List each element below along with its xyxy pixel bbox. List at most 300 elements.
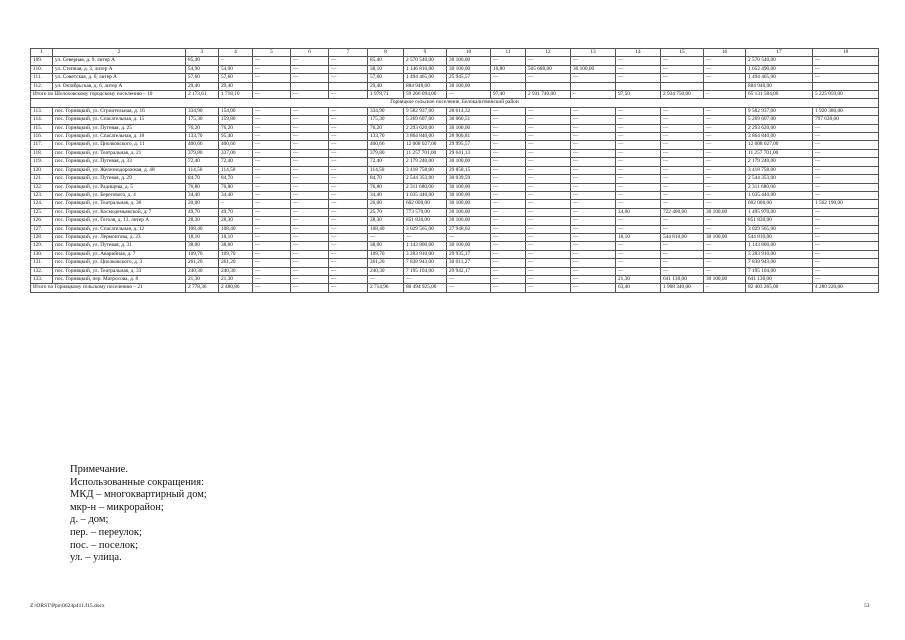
value-cell: 30 100,00 — [447, 57, 491, 65]
value-cell: 1 718,10 — [219, 91, 253, 99]
value-cell: 30 100,00 — [447, 158, 491, 166]
value-cell: 884 940,00 — [404, 82, 447, 90]
value-cell — [491, 82, 526, 90]
value-cell: — — [491, 183, 526, 191]
value-cell: 76,80 — [186, 183, 219, 191]
value-cell: — — [704, 183, 746, 191]
value-cell: — — [661, 259, 704, 267]
value-cell: 2 179 240,00 — [746, 158, 813, 166]
value-cell: — — [704, 74, 746, 82]
value-cell: 82 403 265,00 — [746, 284, 813, 292]
value-cell: — — [571, 217, 616, 225]
value-cell: 108,40 — [186, 225, 219, 233]
value-cell: — — [368, 233, 404, 241]
subtotal-label: Итого по Шолоховскому городскому поселению – 10 — [31, 91, 186, 99]
table-row — [31, 149, 879, 157]
table-row — [31, 166, 879, 174]
value-cell: — — [616, 250, 661, 258]
value-cell: 29,40 — [186, 82, 219, 90]
value-cell: — — [253, 242, 291, 250]
value-cell: — — [526, 275, 571, 283]
value-cell: — — [329, 233, 368, 241]
value-cell: — — [704, 65, 746, 73]
value-cell: — — [329, 57, 368, 65]
value-cell: 16,80 — [491, 65, 526, 73]
value-cell: — — [526, 57, 571, 65]
address-cell: пос. Горняцкий, ул. Путевая, д. 33 — [53, 158, 186, 166]
value-cell: — — [291, 267, 329, 275]
value-cell: — — [491, 116, 526, 124]
value-cell: — — [329, 166, 368, 174]
value-cell: — — [329, 116, 368, 124]
column-number-header: 18 — [813, 49, 879, 57]
value-cell: — — [616, 225, 661, 233]
value-cell: — — [661, 57, 704, 65]
note-line: Использованные сокращения: — [70, 476, 205, 488]
value-cell: — — [704, 191, 746, 199]
value-cell: — — [704, 116, 746, 124]
value-cell: — — [491, 191, 526, 199]
value-cell: 133,70 — [368, 133, 404, 141]
value-cell: — — [253, 250, 291, 258]
value-cell: — — [813, 217, 879, 225]
value-cell: 18,10 — [186, 233, 219, 241]
row-number: 117. — [31, 141, 53, 149]
value-cell: — — [704, 141, 746, 149]
value-cell: — — [291, 158, 329, 166]
value-cell: – — [704, 91, 746, 99]
value-cell: — — [661, 200, 704, 208]
address-cell: пос. Горняцкий, пер. Матросова, д. 8 — [53, 275, 186, 283]
value-cell: — — [661, 65, 704, 73]
value-cell: — — [616, 149, 661, 157]
abbreviations-note — [70, 464, 207, 565]
value-cell: — — [661, 141, 704, 149]
value-cell: 1 143 800,00 — [404, 242, 447, 250]
value-cell: 400,66 — [219, 141, 253, 149]
value-cell: – — [219, 57, 253, 65]
value-cell: — — [704, 250, 746, 258]
value-cell: 76,20 — [368, 124, 404, 132]
value-cell: 2 544 353,00 — [746, 175, 813, 183]
row-number: 125. — [31, 208, 53, 216]
address-cell: пос. Горняцкий, ул. Гоголя, д. 13, литер А — [53, 217, 186, 225]
value-cell: 379,80 — [368, 149, 404, 157]
value-cell: — — [491, 149, 526, 157]
value-cell: 76,80 — [368, 183, 404, 191]
value-cell: 3 864 840,00 — [746, 133, 813, 141]
table-row — [31, 65, 879, 73]
value-cell: — — [491, 175, 526, 183]
row-number: 118. — [31, 149, 53, 157]
value-cell: — — [329, 133, 368, 141]
table-row — [31, 259, 879, 267]
value-cell: – — [571, 91, 616, 99]
value-cell: 84,70 — [186, 175, 219, 183]
value-cell: — — [616, 183, 661, 191]
value-cell: — — [291, 191, 329, 199]
value-cell: — — [253, 267, 291, 275]
value-cell: 76,20 — [186, 124, 219, 132]
value-cell: 30 100,00 — [447, 200, 491, 208]
value-cell: — — [813, 233, 879, 241]
value-cell: 38,10 — [368, 65, 404, 73]
value-cell: — — [526, 124, 571, 132]
value-cell: — — [571, 225, 616, 233]
value-cell: — — [253, 225, 291, 233]
value-cell: — — [329, 284, 368, 292]
value-cell: 7 838 943,00 — [746, 259, 813, 267]
note-line: пер. – переулок; — [70, 526, 142, 538]
value-cell: 261,20 — [219, 259, 253, 267]
value-cell: 602 000,00 — [404, 200, 447, 208]
table-row — [31, 208, 879, 216]
value-cell: — — [571, 116, 616, 124]
value-cell: 2 480,86 — [219, 284, 253, 292]
value-cell: 30 100,00 — [704, 208, 746, 216]
address-cell: пос. Горняцкий, ул. Берегового, д. 4 — [53, 191, 186, 199]
column-number-header: 9 — [404, 49, 447, 57]
value-cell: — — [616, 267, 661, 275]
value-cell: — — [571, 275, 616, 283]
value-cell: 1 908 340,00 — [661, 284, 704, 292]
value-cell: 261,20 — [186, 259, 219, 267]
value-cell: — — [571, 74, 616, 82]
value-cell: — — [571, 133, 616, 141]
value-cell: 25 945,57 — [447, 74, 491, 82]
value-cell: 3 283 910,00 — [746, 250, 813, 258]
value-cell: 29 641,13 — [447, 149, 491, 157]
value-cell: 11 257 701,00 — [746, 149, 813, 157]
value-cell: 29 942,17 — [447, 267, 491, 275]
address-cell: пос. Горняцкий, ул. Циолковского, д. 11 — [53, 141, 186, 149]
value-cell: — — [526, 200, 571, 208]
value-cell: 1 143 800,00 — [746, 242, 813, 250]
value-cell: – — [704, 284, 746, 292]
value-cell: — — [526, 141, 571, 149]
value-cell: 109,70 — [219, 250, 253, 258]
value-cell: 57,60 — [219, 74, 253, 82]
value-cell: 3 029 565,00 — [404, 225, 447, 233]
value-cell: 54,90 — [186, 65, 219, 73]
value-cell: — — [661, 267, 704, 275]
table-row — [31, 133, 879, 141]
value-cell: 884 940,00 — [746, 82, 813, 90]
value-cell: — — [616, 242, 661, 250]
column-number-header: 7 — [329, 49, 368, 57]
value-cell: — — [571, 141, 616, 149]
value-cell: 29,40 — [219, 82, 253, 90]
value-cell: — — [526, 284, 571, 292]
value-cell: 34,40 — [219, 191, 253, 199]
value-cell: 1 978,71 — [368, 91, 404, 99]
column-number-header: 4 — [219, 49, 253, 57]
value-cell: 722 400,00 — [661, 208, 704, 216]
value-cell: 30 100,00 — [447, 217, 491, 225]
column-number-header: 13 — [571, 49, 616, 57]
address-cell: пос. Горняцкий, ул. Лермонтова, д. 23 — [53, 233, 186, 241]
value-cell: 9 582 937,00 — [746, 107, 813, 115]
value-cell: 30 100,00 — [447, 242, 491, 250]
value-cell: — — [661, 225, 704, 233]
value-cell: — — [329, 217, 368, 225]
section-header-row — [31, 99, 879, 107]
table-row — [31, 200, 879, 208]
value-cell: 108,40 — [219, 225, 253, 233]
value-cell: — — [253, 200, 291, 208]
value-cell: 97,50 — [616, 91, 661, 99]
value-cell: 240,30 — [368, 267, 404, 275]
value-cell: — — [253, 233, 291, 241]
value-cell: 851 830,00 — [404, 217, 447, 225]
value-cell: — — [291, 124, 329, 132]
value-cell: — — [813, 242, 879, 250]
row-number: 124. — [31, 200, 53, 208]
housing-data-table — [30, 48, 879, 293]
value-cell: 65 131 584,00 — [746, 91, 813, 99]
value-cell: — — [491, 267, 526, 275]
table-row — [31, 267, 879, 275]
value-cell: 30 060,51 — [447, 116, 491, 124]
row-number: 120. — [31, 166, 53, 174]
value-cell: 1 562 190,00 — [813, 200, 879, 208]
value-cell: 49,70 — [186, 208, 219, 216]
value-cell: — — [491, 133, 526, 141]
value-cell: 7 195 104,00 — [746, 267, 813, 275]
value-cell: — — [813, 149, 879, 157]
value-cell: — — [526, 259, 571, 267]
address-cell: пос. Горняцкий, ул. Спасательная, д. 18 — [53, 133, 186, 141]
table-row — [31, 116, 879, 124]
value-cell: 7 195 104,00 — [404, 267, 447, 275]
value-cell: 9 582 937,00 — [404, 107, 447, 115]
value-cell: — — [253, 65, 291, 73]
value-cell: — — [616, 65, 661, 73]
value-cell: — — [491, 124, 526, 132]
table-row — [31, 124, 879, 132]
value-cell: — — [571, 200, 616, 208]
value-cell: — — [526, 217, 571, 225]
row-number: 129. — [31, 242, 53, 250]
subtotal-row — [31, 284, 879, 292]
value-cell: — — [253, 133, 291, 141]
table-row — [31, 191, 879, 199]
value-cell: 63,40 — [616, 284, 661, 292]
value-cell: 544 810,00 — [661, 233, 704, 241]
value-cell: 76,80 — [219, 183, 253, 191]
value-cell: — — [616, 74, 661, 82]
address-cell: пос. Горняцкий, ул. Путевая, д. 25 — [53, 124, 186, 132]
value-cell: 334,90 — [186, 107, 219, 115]
value-cell: — — [616, 166, 661, 174]
column-number-header: 10 — [447, 49, 491, 57]
value-cell: — — [291, 91, 329, 99]
value-cell: 29,40 — [368, 82, 404, 90]
value-cell: — — [571, 107, 616, 115]
value-cell: 12 008 027,00 — [746, 141, 813, 149]
address-cell: ул. Октябрьская, д. 6, литер А — [53, 82, 186, 90]
row-number: 113. — [31, 107, 53, 115]
value-cell: 38,00 — [186, 242, 219, 250]
value-cell: 5 225 059,00 — [813, 91, 879, 99]
value-cell: — — [571, 149, 616, 157]
value-cell: — — [291, 259, 329, 267]
value-cell: 334,90 — [368, 107, 404, 115]
value-cell: 1 035 440,00 — [746, 191, 813, 199]
value-cell: 84,70 — [368, 175, 404, 183]
address-cell: пос. Горняцкий, ул. Аварийная, д. 7 — [53, 250, 186, 258]
note-heading: Примечание. — [70, 464, 128, 475]
value-cell: — — [661, 217, 704, 225]
value-cell: — — [813, 191, 879, 199]
subtotal-label: Итого по Горняцкому сельскому поселению – 21 — [31, 284, 186, 292]
table-row — [31, 74, 879, 82]
note-line: мкр-н – микрорайон; — [70, 501, 164, 513]
table-row — [31, 141, 879, 149]
value-cell: — — [526, 233, 571, 241]
value-cell: — — [329, 250, 368, 258]
note-line: МКД – многоквартирный дом; — [70, 489, 207, 501]
value-cell: — — [571, 183, 616, 191]
value-cell: — — [253, 191, 291, 199]
value-cell: — — [616, 259, 661, 267]
value-cell: — — [616, 200, 661, 208]
value-cell: — — [616, 175, 661, 183]
value-cell: — — [491, 225, 526, 233]
value-cell: — — [329, 124, 368, 132]
value-cell: 85,40 — [368, 57, 404, 65]
value-cell: — — [291, 57, 329, 65]
value-cell: 773 570,00 — [404, 208, 447, 216]
value-cell: — — [291, 107, 329, 115]
value-cell: 1 035 440,00 — [404, 191, 447, 199]
value-cell: 20,00 — [368, 200, 404, 208]
value-cell: 72,40 — [186, 158, 219, 166]
value-cell: — — [253, 158, 291, 166]
value-cell: 3 283 910,00 — [404, 250, 447, 258]
value-cell: — — [253, 183, 291, 191]
value-cell: 1 495 970,00 — [746, 208, 813, 216]
value-cell: — — [571, 267, 616, 275]
value-cell: 30 100,00 — [447, 82, 491, 90]
value-cell: 175,30 — [186, 116, 219, 124]
value-cell: 18,10 — [616, 233, 661, 241]
value-cell — [571, 82, 616, 90]
value-cell: 30 039,59 — [447, 175, 491, 183]
value-cell: — — [253, 208, 291, 216]
address-cell: пос. Горняцкий, ул. Спасательная, д. 15 — [53, 116, 186, 124]
table-row — [31, 217, 879, 225]
value-cell: 240,30 — [219, 267, 253, 275]
column-number-header: 14 — [616, 49, 661, 57]
value-cell: 641 130,00 — [661, 275, 704, 283]
value-cell — [813, 82, 879, 90]
value-cell: — — [661, 166, 704, 174]
value-cell: — — [571, 259, 616, 267]
address-cell: пос. Горняцкий, ул. Радищева, д. 5 — [53, 183, 186, 191]
value-cell: — — [616, 107, 661, 115]
value-cell: 30 100,00 — [447, 65, 491, 73]
value-cell: 28 614,32 — [447, 107, 491, 115]
value-cell: — — [329, 208, 368, 216]
value-cell: 30 100,00 — [704, 275, 746, 283]
value-cell: — — [253, 74, 291, 82]
address-cell: пос. Горняцкий, ул. Железнодорожная, д. 48 — [53, 166, 186, 174]
value-cell: 85,40 — [186, 57, 219, 65]
value-cell: — — [253, 166, 291, 174]
value-cell: — — [291, 225, 329, 233]
value-cell: — — [704, 259, 746, 267]
value-cell: 505 680,00 — [526, 65, 571, 73]
value-cell: 2 714,96 — [368, 284, 404, 292]
value-cell: 2 931 740,00 — [526, 91, 571, 99]
value-cell: — — [329, 175, 368, 183]
value-cell: 400,66 — [368, 141, 404, 149]
value-cell: — — [491, 233, 526, 241]
address-cell: пос. Горняцкий, ул. Космодемьянской, д. 7 — [53, 208, 186, 216]
value-cell: — — [704, 158, 746, 166]
address-cell: пос. Горняцкий, ул. Строительная, д. 16 — [53, 107, 186, 115]
value-cell: 154,00 — [219, 107, 253, 115]
value-cell: — — [661, 183, 704, 191]
value-cell: 2 570 540,00 — [746, 57, 813, 65]
value-cell: — — [329, 107, 368, 115]
value-cell — [616, 82, 661, 90]
value-cell: 108,40 — [368, 225, 404, 233]
value-cell: — — [526, 149, 571, 157]
value-cell: — — [329, 242, 368, 250]
value-cell: 34,40 — [368, 191, 404, 199]
value-cell: 72,40 — [368, 158, 404, 166]
value-cell: 3 418 758,00 — [746, 166, 813, 174]
value-cell: — — [661, 250, 704, 258]
value-cell: 3 418 758,00 — [404, 166, 447, 174]
row-number: 130. — [31, 250, 53, 258]
value-cell: 20,00 — [186, 200, 219, 208]
value-cell: — — [291, 116, 329, 124]
value-cell: — — [291, 208, 329, 216]
value-cell: 54,90 — [219, 65, 253, 73]
value-cell: — — [329, 74, 368, 82]
value-cell: — — [447, 91, 491, 99]
row-number: 111. — [31, 74, 53, 82]
value-cell: — — [616, 217, 661, 225]
value-cell: 24,00 — [616, 208, 661, 216]
value-cell: 25,70 — [368, 208, 404, 216]
value-cell: — — [571, 166, 616, 174]
value-cell: 84,70 — [219, 175, 253, 183]
value-cell: — — [447, 233, 491, 241]
value-cell: — — [704, 149, 746, 157]
column-number-header: 1 — [31, 49, 53, 57]
value-cell: — — [329, 158, 368, 166]
value-cell: 12 008 027,00 — [404, 141, 447, 149]
value-cell: 2 311 680,00 — [404, 183, 447, 191]
row-number: 112. — [31, 82, 53, 90]
row-number: 121. — [31, 175, 53, 183]
table-header-row — [31, 49, 879, 57]
value-cell: — — [491, 74, 526, 82]
value-cell: — — [571, 233, 616, 241]
value-cell: — — [813, 275, 879, 283]
table-row — [31, 233, 879, 241]
value-cell: — — [329, 91, 368, 99]
value-cell: 57,60 — [368, 74, 404, 82]
row-number: 114. — [31, 116, 53, 124]
value-cell: — — [526, 267, 571, 275]
value-cell: — — [491, 107, 526, 115]
value-cell: — — [571, 242, 616, 250]
